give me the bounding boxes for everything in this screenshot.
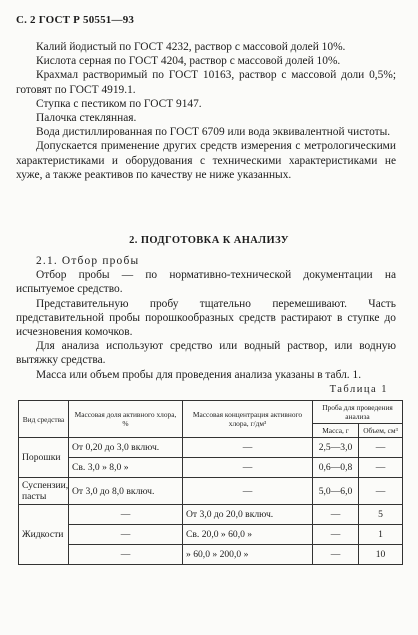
cell-mass: — bbox=[313, 545, 359, 565]
cell-fraction: От 3,0 до 8,0 включ. bbox=[69, 478, 183, 505]
cell-concentration: » 60,0 » 200,0 » bbox=[183, 545, 313, 565]
equivalence-note: Допускается применение других средств измерения с метрологическими характеристиками и оборудования с техническими характеристиками не хуже, а также реактивов по качеству не ниже указанных. bbox=[16, 140, 396, 181]
paragraph: Масса или объем пробы для проведения анализа указаны в табл. 1. bbox=[36, 368, 362, 381]
table-row bbox=[19, 525, 403, 545]
cell-concentration: — bbox=[183, 478, 313, 505]
cell-fraction: — bbox=[69, 545, 183, 565]
paragraph: Представительную пробу тщательно перемешивают. Часть представительной пробы порошкообразных средств растирают в ступке до исчезновения комочков. bbox=[16, 297, 396, 339]
reagent-line: Палочка стеклянная. bbox=[36, 112, 137, 125]
paragraph: Для анализа используют средство или водный раствор, или водную вытяжку средства. bbox=[16, 340, 396, 367]
cell-mass: — bbox=[313, 505, 359, 525]
cell-type: Порошки bbox=[19, 438, 69, 478]
cell-fraction: — bbox=[69, 525, 183, 545]
cell-mass: — bbox=[313, 525, 359, 545]
cell-type: Жидкости bbox=[19, 505, 69, 565]
table-row bbox=[19, 438, 403, 458]
table-row bbox=[19, 505, 403, 525]
cell-fraction: — bbox=[69, 505, 183, 525]
page-header: С. 2 ГОСТ Р 50551—93 bbox=[16, 14, 135, 26]
cell-volume: 5 bbox=[359, 505, 403, 525]
reagent-line: Калий йодистый по ГОСТ 4232, раствор с массовой долей 10%. bbox=[36, 41, 346, 53]
cell-fraction: Св. 3,0 » 8,0 » bbox=[69, 458, 183, 478]
reagent-line: Ступка с пестиком по ГОСТ 9147. bbox=[36, 97, 202, 110]
cell-volume: — bbox=[359, 478, 403, 505]
table-row bbox=[19, 458, 403, 478]
header-type: Вид средства bbox=[19, 401, 69, 438]
cell-concentration: — bbox=[183, 438, 313, 458]
cell-concentration: От 3,0 до 20,0 включ. bbox=[183, 505, 313, 525]
table-row bbox=[19, 478, 403, 505]
reagent-line: Крахмал растворимый по ГОСТ 10163, раствор с массовой доли 0,5%; готовят по ГОСТ 4919.1. bbox=[16, 69, 396, 96]
header-fraction: Массовая доля активного хлора, % bbox=[69, 401, 183, 438]
cell-concentration: Св. 20,0 » 60,0 » bbox=[183, 525, 313, 545]
subsection-title: 2.1. Отбор пробы bbox=[36, 255, 140, 267]
paragraph: Отбор пробы — по нормативно-технической документации на испытуемое средство. bbox=[16, 269, 396, 296]
reagent-line: Кислота серная по ГОСТ 4204, раствор с массовой долей 10%. bbox=[36, 55, 341, 68]
reagent-line: Вода дистиллированная по ГОСТ 6709 или вода эквивалентной чистоты. bbox=[36, 126, 391, 139]
cell-mass: 2,5—3,0 bbox=[313, 438, 359, 458]
cell-type: Суспензии, пасты bbox=[19, 478, 69, 505]
cell-concentration: — bbox=[183, 458, 313, 478]
header-mass: Масса, г bbox=[313, 424, 359, 438]
cell-mass: 5,0—6,0 bbox=[313, 478, 359, 505]
sample-table bbox=[18, 400, 403, 565]
header-sample: Проба для проведения анализа bbox=[313, 401, 403, 424]
cell-volume: 1 bbox=[359, 525, 403, 545]
cell-fraction: От 0,20 до 3,0 включ. bbox=[69, 438, 183, 458]
header-volume: Объем, см³ bbox=[359, 424, 403, 438]
reagents-list bbox=[16, 40, 396, 182]
table-caption: Таблица 1 bbox=[329, 384, 388, 395]
header-concentration: Массовая концентрация активного хлора, г/дм³ bbox=[183, 401, 313, 438]
table-row bbox=[19, 545, 403, 565]
section-title: 2. ПОДГОТОВКА К АНАЛИЗУ bbox=[129, 235, 289, 246]
cell-volume: 10 bbox=[359, 545, 403, 565]
cell-mass: 0,6—0,8 bbox=[313, 458, 359, 478]
cell-volume: — bbox=[359, 438, 403, 458]
cell-volume: — bbox=[359, 458, 403, 478]
sampling-text bbox=[16, 254, 396, 382]
table-header-row bbox=[19, 401, 403, 424]
